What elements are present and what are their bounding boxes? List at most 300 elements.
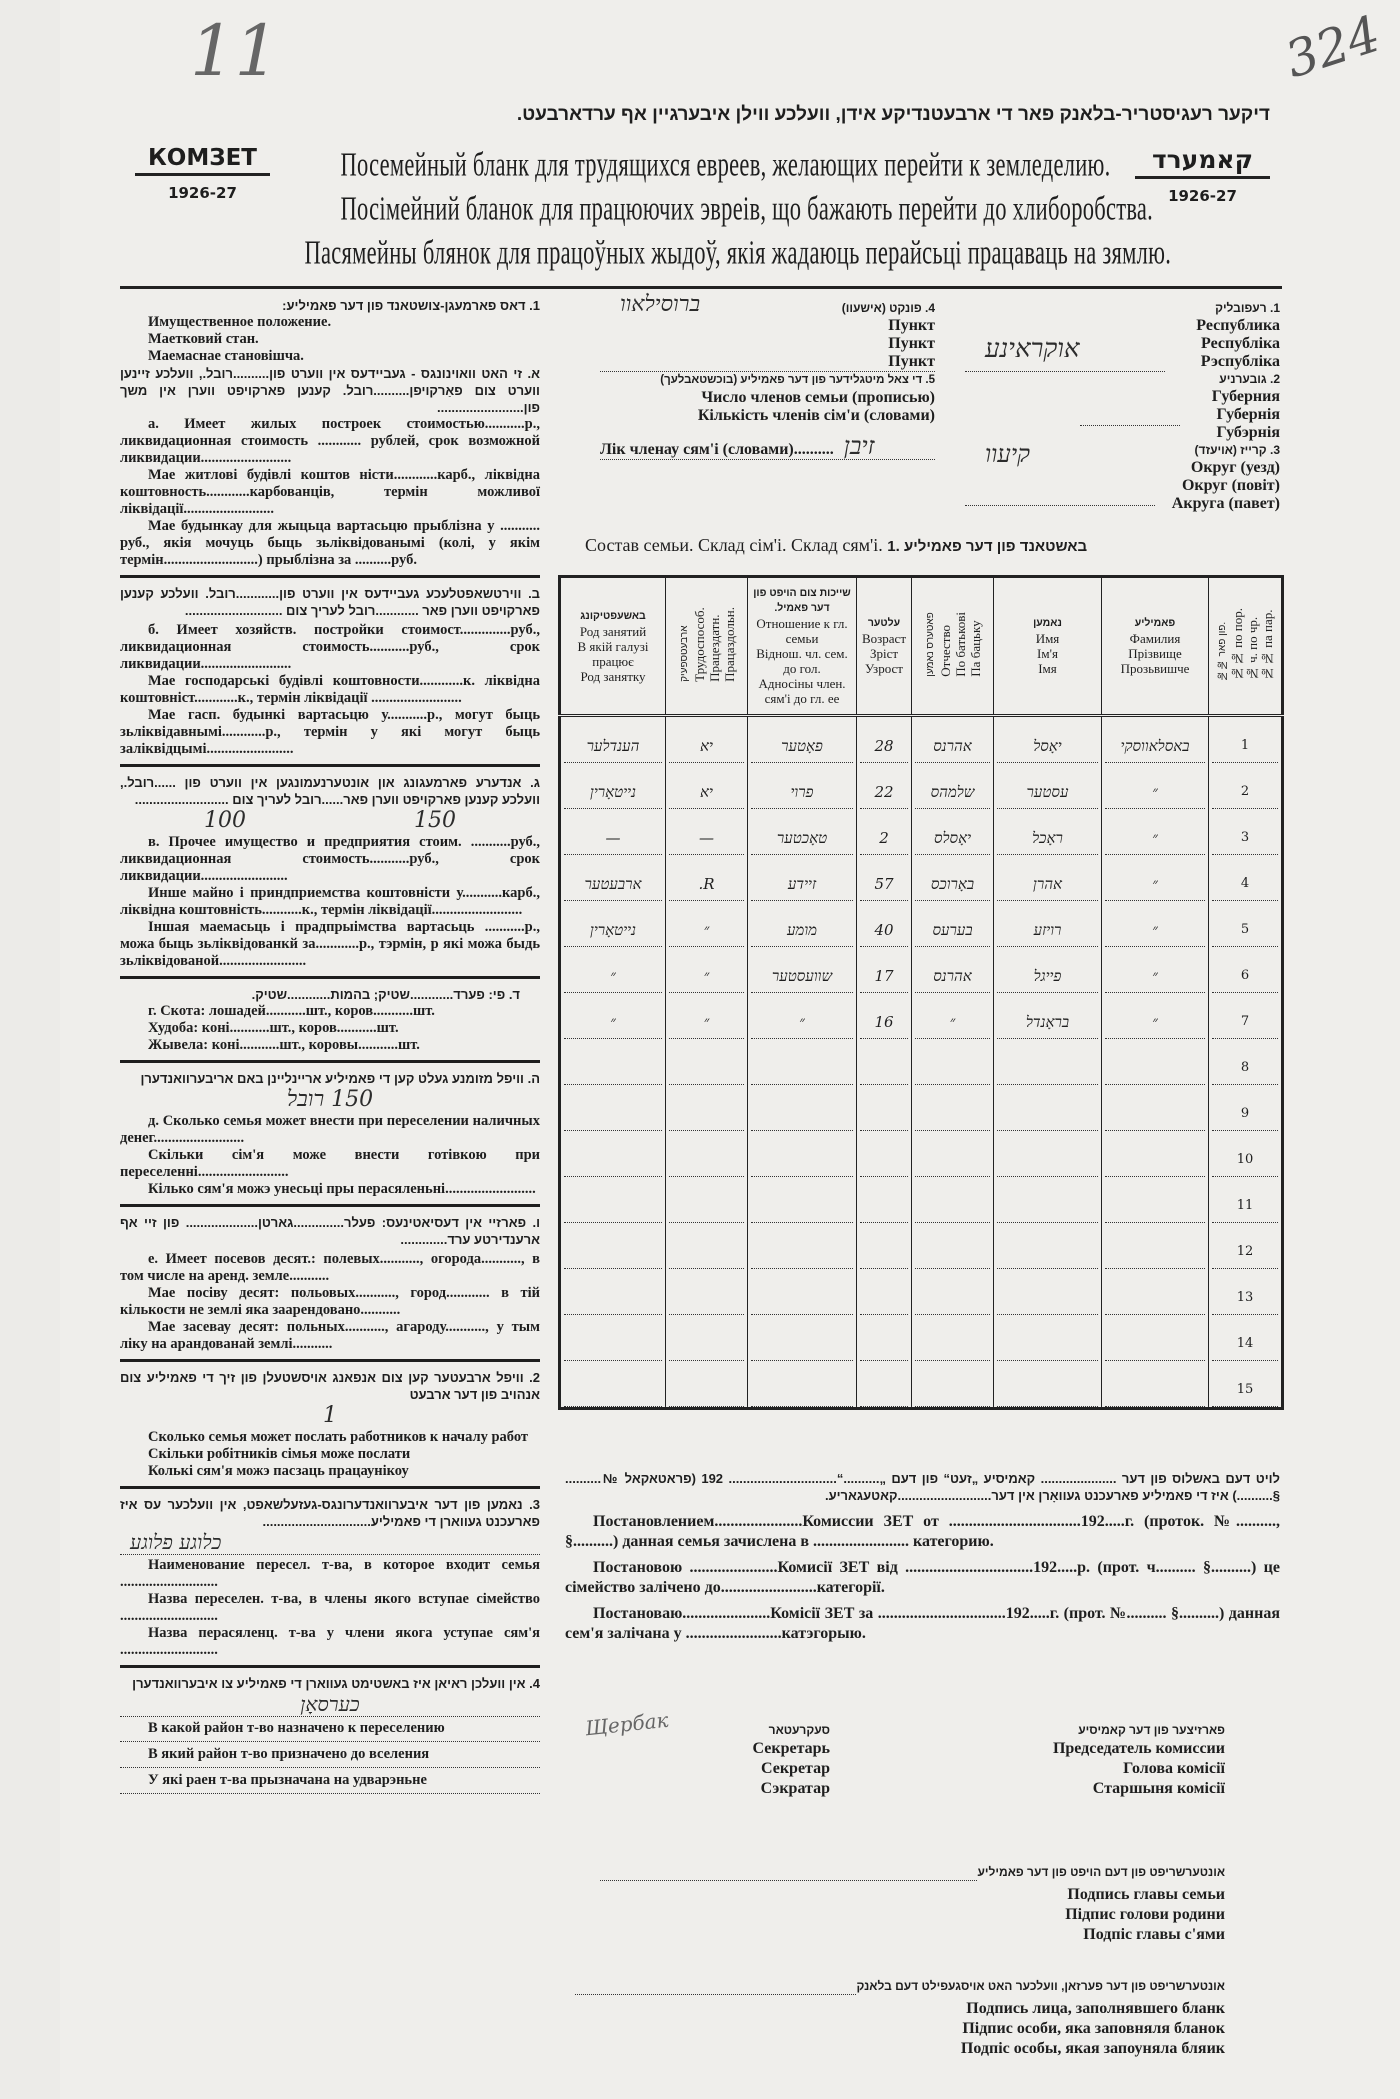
point-by: Пункт	[600, 353, 935, 372]
farm-buildings-ru: б. Имеет хозяйств. постройки стоимост..............руб., ликвидационная стоимость...........руб., срок ликвидации.........................	[120, 622, 540, 672]
table-row	[560, 716, 1283, 764]
society-uk: Назва переселен. т-ва, в члены якого вступае сімейство ...........................	[120, 1591, 540, 1624]
filler-yi: אונטערשריפט פון דער פערזאן, וועלכער האט אויסגעפילט דעם בלאנק	[856, 1979, 1225, 1993]
relation-value	[751, 1054, 853, 1085]
org-left	[135, 145, 270, 202]
cell-labor[interactable]	[666, 1315, 748, 1361]
age-value: 2	[860, 824, 908, 855]
labor-value	[669, 1376, 744, 1407]
patronymic-value: יאָסלס	[915, 824, 990, 855]
header-relation-ru: Отношение к гл. семьи	[756, 616, 848, 646]
cell-name[interactable]	[994, 901, 1102, 947]
column-header-occupation	[560, 577, 666, 716]
surname-value	[1105, 1146, 1205, 1177]
cell-surname[interactable]	[1102, 716, 1209, 764]
name-value	[997, 1330, 1098, 1361]
decision-uk: Постановою ......................Комисії ЗЕТ від ................................192.....р. (прот. ч.......... §..........) це сімейство залічено до........................категорії.	[565, 1559, 1280, 1596]
relation-value	[751, 1238, 853, 1269]
org-right-year: 1926-27	[1168, 187, 1237, 205]
header-patronymic-yi: פאטערס נאמען	[924, 612, 936, 677]
archive-number: 324	[1278, 4, 1388, 90]
other-property-by: Іншая маемасьць і прадпрыімства вартасьць ...........р., можа быць зьліквідованкй за............р., тэрмін, р які можа быдь зьліквідованой........................	[120, 919, 540, 969]
name-value	[997, 1146, 1098, 1177]
cell-relation[interactable]	[748, 1361, 857, 1409]
surname-value: באסלאווסקי	[1105, 732, 1205, 763]
age-value	[860, 1146, 908, 1177]
age-value	[860, 1330, 908, 1361]
chairman-yi: פארזיצער פון דער קאמיסיע	[1078, 1723, 1225, 1737]
patronymic-value: אהרנס	[915, 732, 990, 763]
filler-signature-line[interactable]	[575, 1982, 856, 1995]
cell-patronymic[interactable]	[912, 763, 994, 809]
cell-occupation[interactable]	[560, 1039, 666, 1085]
age-value	[860, 1054, 908, 1085]
cell-occupation[interactable]	[560, 1177, 666, 1223]
section-region	[120, 1675, 540, 1794]
cell-labor[interactable]	[666, 763, 748, 809]
cell-age[interactable]	[857, 947, 912, 993]
livestock-uk: Худоба: коні...........шт., коров...........шт.	[148, 1020, 399, 1036]
cell-name[interactable]	[994, 1177, 1102, 1223]
handwritten-value: 150	[414, 808, 456, 833]
cell-age[interactable]	[857, 855, 912, 901]
occupation-value: נייטאָרין	[564, 778, 662, 809]
cell-name[interactable]	[994, 947, 1102, 993]
filler-ru: Подпись лица, заполнявшего бланк	[966, 2000, 1225, 2017]
labor-value	[669, 1330, 744, 1361]
cell-relation[interactable]	[748, 716, 857, 764]
relation-value: שוועסטער	[751, 962, 853, 993]
labor-value	[669, 1192, 744, 1223]
members-row	[600, 433, 935, 460]
family-table-title-yi: 1. באשטאנד פון דער פאמיליע	[887, 538, 1088, 555]
cell-name[interactable]	[994, 716, 1102, 764]
labor-value	[669, 1284, 744, 1315]
cell-surname[interactable]	[1102, 947, 1209, 993]
cash-uk: Скільки сім'я може внести готівкою при переселенні.........................	[120, 1147, 540, 1180]
cell-name[interactable]	[994, 1361, 1102, 1409]
occupation-value	[564, 1238, 662, 1269]
republic-ru: Республика	[1196, 317, 1280, 334]
header-number-uk: № ч. по чр.	[1245, 616, 1260, 682]
patronymic-value: שלמהס	[915, 778, 990, 809]
cell-occupation[interactable]	[560, 1223, 666, 1269]
cell-age[interactable]	[857, 1085, 912, 1131]
workers-ru: Сколько семья может послать работников к началу работ	[148, 1429, 529, 1445]
name-value	[997, 1054, 1098, 1085]
cell-surname[interactable]	[1102, 901, 1209, 947]
relation-value: ״	[751, 1008, 853, 1039]
relation-value	[751, 1100, 853, 1131]
name-value	[997, 1238, 1098, 1269]
cell-age[interactable]	[857, 716, 912, 764]
cell-labor[interactable]	[666, 716, 748, 764]
labor-value: —	[669, 824, 744, 855]
cell-surname[interactable]	[1102, 1131, 1209, 1177]
cell-relation[interactable]	[748, 763, 857, 809]
cell-surname[interactable]	[1102, 1361, 1209, 1409]
cash-yi: ה. וויפל מזומנע געלט קען די פאמיליע אריינליינן באם אריבערוואנדערן	[140, 1071, 540, 1086]
org-right	[1135, 145, 1270, 205]
name-value: ראָכל	[997, 824, 1098, 855]
cell-relation[interactable]	[748, 947, 857, 993]
cell-number	[1209, 1361, 1283, 1409]
society-ru: Наименование пересел. т-ва, в которое входит семья ...........................	[120, 1557, 540, 1590]
livestock-ru: г. Скота: лошадей...........шт., коров...........шт.	[148, 1003, 435, 1019]
decision-ru: Постановлением......................Комиссии ЗЕТ от .................................192.....г. (проток. №.........., §..........) данная семья зачислена в ........................ категорию.	[565, 1513, 1280, 1550]
header-labor-uk: Працездатн.	[706, 614, 722, 682]
cell-patronymic[interactable]	[912, 1223, 994, 1269]
cell-occupation[interactable]	[560, 855, 666, 901]
cell-labor[interactable]	[666, 1085, 748, 1131]
cell-surname[interactable]	[1102, 1223, 1209, 1269]
cell-relation[interactable]	[748, 901, 857, 947]
cell-age[interactable]	[857, 1131, 912, 1177]
cell-labor[interactable]	[666, 1223, 748, 1269]
row-number: 11	[1212, 1192, 1278, 1223]
district-uk: Округ (повіт)	[1181, 477, 1280, 494]
cell-relation[interactable]	[748, 855, 857, 901]
cell-occupation[interactable]	[560, 1361, 666, 1409]
occupation-value	[564, 1100, 662, 1131]
cell-surname[interactable]	[1102, 763, 1209, 809]
cell-age[interactable]	[857, 809, 912, 855]
cell-relation[interactable]	[748, 993, 857, 1039]
occupation-value	[564, 1146, 662, 1177]
family-head-signature-line[interactable]	[600, 1868, 977, 1881]
name-value: פייגל	[997, 962, 1098, 993]
surname-value	[1105, 1100, 1205, 1131]
occupation-value: ארבעטער	[564, 870, 662, 901]
occupation-value: ״	[564, 1008, 662, 1039]
cell-number	[1209, 1269, 1283, 1315]
cell-labor[interactable]	[666, 1039, 748, 1085]
cell-patronymic[interactable]	[912, 1039, 994, 1085]
sowing-by: Мае засевау десят: польных..........., агароду..........., у тым ліку на арандованай землі...........	[120, 1319, 540, 1352]
republic-yi: 1. רעפובליק	[1215, 301, 1280, 315]
age-value	[860, 1192, 908, 1223]
cell-relation[interactable]	[748, 1223, 857, 1269]
secretary-yi: סעקרעטאר	[768, 1723, 830, 1737]
cell-number	[1209, 1039, 1283, 1085]
header-patronymic-by: Па бацьку	[967, 620, 983, 677]
cell-age[interactable]	[857, 901, 912, 947]
society-yi: 3. נאמען פון דער איבערוואנדערונגס-געזעלשאפט, אין וועלכער עס איז פארעכנט געווארן די פאמיליע..............................	[120, 1497, 540, 1529]
family-table-title-ru: Состав семьи. Склад сім'і. Склад сям'і.	[585, 535, 883, 555]
republic-line	[965, 370, 1165, 372]
cell-name[interactable]	[994, 1223, 1102, 1269]
cell-occupation[interactable]	[560, 809, 666, 855]
cell-name[interactable]	[994, 809, 1102, 855]
labor-value: יא	[669, 778, 744, 809]
table-row	[560, 901, 1283, 947]
district-yi: 3. קרייז (אויעזד)	[1194, 443, 1280, 457]
relation-value	[751, 1192, 853, 1223]
point-uk: Пункт	[888, 335, 935, 352]
surname-value	[1105, 1238, 1205, 1269]
cell-age[interactable]	[857, 993, 912, 1039]
secretary-by: Сэкратар	[760, 1780, 830, 1797]
patronymic-value: באָרוכס	[915, 870, 990, 901]
workers-yi: 2. וויפל ארבעטער קען צום אנפאנג אויסשטעלן פון זיך די פאמיליע צום אנהויב פון דער ארבעט	[120, 1370, 540, 1402]
surname-value: ״	[1105, 824, 1205, 855]
region-by: У які раен т-ва прызначана на удварэньне	[120, 1768, 540, 1794]
row-number: 10	[1212, 1146, 1278, 1177]
title-belarusian: Пасямейны блянок для працоўных жыдоў, якія жадаюць перайсьці працаваць на зямлю.	[304, 235, 1172, 272]
cell-age[interactable]	[857, 1269, 912, 1315]
surname-value: ״	[1105, 962, 1205, 993]
cell-name[interactable]	[994, 1269, 1102, 1315]
name-value: רויזע	[997, 916, 1098, 947]
header-name-uk: Ім'я	[1037, 646, 1058, 661]
workers-handwritten	[120, 1403, 540, 1429]
cell-age[interactable]	[857, 1223, 912, 1269]
region-uk: В який район т-во призначено до вселения	[120, 1742, 540, 1768]
divider	[120, 575, 540, 578]
cell-labor[interactable]	[666, 1269, 748, 1315]
header-yiddish: דיקער רעגיסטריר-בלאנק פאר די ארבעטנדיקע אידן, וועלכע ווילן איבערגיין אף ערדארבעט.	[516, 104, 1270, 125]
cell-number	[1209, 947, 1283, 993]
patronymic-value: בערעס	[915, 916, 990, 947]
cell-surname[interactable]	[1102, 809, 1209, 855]
farm-buildings-uk: Мае господарські будівлі коштовности............к. ліквідна коштовніст............к., термін ліквідації .........................	[120, 673, 540, 706]
cell-labor[interactable]	[666, 855, 748, 901]
cell-labor[interactable]	[666, 993, 748, 1039]
cell-name[interactable]	[994, 855, 1102, 901]
cell-name[interactable]	[994, 1131, 1102, 1177]
republic-value[interactable]: אוקראינע	[985, 334, 1080, 364]
cell-patronymic[interactable]	[912, 947, 994, 993]
age-value: 57	[860, 870, 908, 901]
relation-value: זיידע	[751, 870, 853, 901]
labor-value: ״	[669, 916, 744, 947]
cell-labor[interactable]	[666, 1361, 748, 1409]
cell-name[interactable]	[994, 1315, 1102, 1361]
family-composition-table	[558, 575, 1284, 1410]
cell-surname[interactable]	[1102, 1315, 1209, 1361]
title-russian: Посемейный бланк для трудящихся евреев, желающих перейти к земледелию.	[340, 147, 1111, 184]
republic-field	[1000, 300, 1280, 513]
row-number: 9	[1212, 1100, 1278, 1131]
cell-patronymic[interactable]	[912, 1085, 994, 1131]
corner-mark: 11	[190, 10, 280, 92]
cell-patronymic[interactable]	[912, 1177, 994, 1223]
cell-number	[1209, 763, 1283, 809]
column-header-patronymic-text	[923, 612, 983, 677]
property-by: Маемаснае становішча.	[148, 348, 304, 364]
labor-value: ״	[669, 1008, 744, 1039]
cell-relation[interactable]	[748, 1085, 857, 1131]
cell-age[interactable]	[857, 763, 912, 809]
header-occupation-yi: באשעפטיקונג	[580, 609, 646, 622]
section-farm-buildings	[120, 585, 540, 758]
relation-value	[751, 1376, 853, 1407]
cell-relation[interactable]	[748, 1177, 857, 1223]
handwritten-region: כערסאָן	[300, 1692, 360, 1716]
cell-age[interactable]	[857, 1177, 912, 1223]
occupation-value: הענדלער	[564, 732, 662, 763]
table-row	[560, 1315, 1283, 1361]
other-property-ru: в. Прочее имущество и предприятия стоим. ...........руб., ликвидационная стоимость...........руб., срок ликвидации........................	[120, 834, 540, 884]
cell-surname[interactable]	[1102, 1269, 1209, 1315]
cell-name[interactable]	[994, 1039, 1102, 1085]
row-number: 15	[1212, 1376, 1278, 1407]
workers-uk: Скільки робітників сімья може послати	[148, 1446, 411, 1462]
housing-yi: א. זי האט וואוינונגס - געביידעס אין ווערט פון..........רובל., וועלכע זיינען ווערט צום פאַרקויפן..........רובל. קענען פארקויפט ווערן אין משך פון........................	[120, 366, 540, 415]
cell-relation[interactable]	[748, 1269, 857, 1315]
province-yi: 2. גובערניע	[1219, 372, 1280, 386]
occupation-value: נייטאָרין	[564, 916, 662, 947]
table-row	[560, 947, 1283, 993]
header-occupation-by: Род занятку	[580, 668, 646, 684]
cell-relation[interactable]	[748, 1131, 857, 1177]
other-property-handwritten	[120, 808, 540, 834]
cell-occupation[interactable]	[560, 901, 666, 947]
cell-patronymic[interactable]	[912, 1269, 994, 1315]
district-line	[965, 504, 1155, 506]
age-value: 40	[860, 916, 908, 947]
patronymic-value	[915, 1192, 990, 1223]
header-patronymic-ru: Отчество	[937, 625, 953, 677]
republic-by: Рэспубліка	[1200, 353, 1280, 370]
cell-occupation[interactable]	[560, 1085, 666, 1131]
family-head-yi: אונטערשריפט פון דעם הויפט פון דער פאמיליע	[977, 1865, 1225, 1879]
cell-labor[interactable]	[666, 901, 748, 947]
point-value[interactable]: ברוסילאוו	[620, 292, 701, 317]
header-divider	[120, 286, 1282, 289]
livestock-yi: ד. פי: פערד............שטיק; בהמות............שטיק.	[251, 987, 520, 1002]
header-name-ru: Имя	[1035, 631, 1060, 646]
cell-patronymic[interactable]	[912, 809, 994, 855]
cell-number	[1209, 1315, 1283, 1361]
table-row	[560, 855, 1283, 901]
row-number: 8	[1212, 1054, 1278, 1085]
cell-labor[interactable]	[666, 809, 748, 855]
column-header-labor-text	[677, 607, 737, 682]
filler-by: Подпіс особы, якая запоуняла бляик	[960, 2040, 1225, 2057]
cell-patronymic[interactable]	[912, 1361, 994, 1409]
age-value: 22	[860, 778, 908, 809]
cash-by: Кілько сям'я можэ унесьці пры перасяленьні.........................	[148, 1181, 536, 1197]
name-value	[997, 1284, 1098, 1315]
chairman-ru: Председатель комиссии	[1052, 1740, 1225, 1757]
relation-value: טאָכטער	[751, 824, 853, 855]
point-ru: Пункт	[888, 317, 935, 334]
relation-value: פאָטער	[751, 732, 853, 763]
members-yi: 5. די צאל מיטגלידער פון דער פאמיליע (בוכשטאבלעך)	[660, 374, 935, 386]
decision-by: Постановаю......................Комісії ЗЕТ за ................................192.....г. (прот. №.......... §..........) данная сем'я залічана у ........................катэгорыю.	[565, 1605, 1280, 1642]
farm-buildings-yi: ב. ווירטשאפטלעכע געביידעס אין ווערט פון............רובל. וועלכע קענען פארקויפט ווערן פאר ............רובל לעריך צום ...........................	[120, 586, 540, 618]
cell-number	[1209, 1223, 1283, 1269]
cell-surname[interactable]	[1102, 993, 1209, 1039]
handwritten-society: כלוגע פלוגע	[120, 1530, 540, 1555]
cell-patronymic[interactable]	[912, 855, 994, 901]
name-value: עסטער	[997, 778, 1098, 809]
cell-age[interactable]	[857, 1039, 912, 1085]
members-value[interactable]: זיבן	[843, 432, 875, 460]
patronymic-value: אהרנס	[915, 962, 990, 993]
sowing-uk: Мае посіву десят: польовых..........., город............ в тій кількости не землі яка заарендовано...........	[120, 1285, 540, 1318]
occupation-value	[564, 1054, 662, 1085]
cell-patronymic[interactable]	[912, 901, 994, 947]
cell-number	[1209, 716, 1283, 764]
cell-relation[interactable]	[748, 1315, 857, 1361]
column-header-age	[857, 577, 912, 716]
cell-surname[interactable]	[1102, 1085, 1209, 1131]
occupation-value	[564, 1284, 662, 1315]
cell-patronymic[interactable]	[912, 1315, 994, 1361]
chairman-block	[980, 1722, 1225, 1799]
cell-occupation[interactable]	[560, 716, 666, 764]
cell-occupation[interactable]	[560, 763, 666, 809]
family-head-ru: Подпись главы семьи	[1067, 1886, 1225, 1903]
header-occupation-ru: Род занятий	[579, 623, 647, 639]
patronymic-value: ״	[915, 1008, 990, 1039]
name-value	[997, 1100, 1098, 1131]
cell-patronymic[interactable]	[912, 1131, 994, 1177]
cell-occupation[interactable]	[560, 1131, 666, 1177]
header-patronymic-uk: По батькові	[952, 612, 968, 677]
age-value	[860, 1284, 908, 1315]
cell-patronymic[interactable]	[912, 993, 994, 1039]
cell-age[interactable]	[857, 1315, 912, 1361]
cell-patronymic[interactable]	[912, 716, 994, 764]
cell-name[interactable]	[994, 1085, 1102, 1131]
cell-labor[interactable]	[666, 1131, 748, 1177]
cell-number	[1209, 1177, 1283, 1223]
cash-ru: д. Сколько семья может внести при переселении наличных денег.........................	[120, 1113, 540, 1146]
cell-occupation[interactable]	[560, 947, 666, 993]
cell-surname[interactable]	[1102, 1039, 1209, 1085]
province-line	[1080, 424, 1180, 426]
cash-handwritten	[120, 1087, 540, 1113]
cell-surname[interactable]	[1102, 1177, 1209, 1223]
relation-value	[751, 1146, 853, 1177]
livestock-by: Жывела: коні...........шт., коровы...........шт.	[148, 1037, 420, 1053]
handwritten-value: 100	[204, 808, 246, 833]
divider	[120, 764, 540, 767]
column-header-name	[994, 577, 1102, 716]
housing-uk: Мае житлові будівлі коштов ністи............карб., ліквідна коштовность............карбованців, термін можливої ліквідації.........................	[120, 467, 540, 517]
cell-labor[interactable]	[666, 1177, 748, 1223]
cell-name[interactable]	[994, 763, 1102, 809]
header-surname-uk: Прізвище	[1128, 646, 1182, 661]
family-head-uk: Підпис голови родини	[1065, 1906, 1225, 1923]
patronymic-value	[915, 1100, 990, 1131]
section-property	[120, 297, 540, 569]
cell-age[interactable]	[857, 1361, 912, 1409]
column-header-surname	[1102, 577, 1209, 716]
header-surname-by: Прозьвишче	[1120, 661, 1190, 676]
divider	[120, 1060, 540, 1063]
org-left-year: 1926-27	[168, 184, 237, 202]
cell-occupation[interactable]	[560, 1315, 666, 1361]
surname-value: ״	[1105, 778, 1205, 809]
district-value[interactable]: קיעוו	[985, 440, 1030, 468]
family-head-signature	[600, 1864, 1225, 1945]
cell-labor[interactable]	[666, 947, 748, 993]
cell-surname[interactable]	[1102, 855, 1209, 901]
cell-name[interactable]	[994, 993, 1102, 1039]
cell-occupation[interactable]	[560, 1269, 666, 1315]
left-column	[120, 297, 540, 1794]
cell-relation[interactable]	[748, 809, 857, 855]
cell-relation[interactable]	[748, 1039, 857, 1085]
filler-uk: Підпис особи, яка заповняля бланок	[962, 2020, 1225, 2037]
society-by: Назва перасяленц. т-ва у члени якога уступае сям'я ...........................	[120, 1625, 540, 1658]
point-yi: 4. פונקט (אישעוו)	[841, 301, 935, 315]
cell-occupation[interactable]	[560, 993, 666, 1039]
